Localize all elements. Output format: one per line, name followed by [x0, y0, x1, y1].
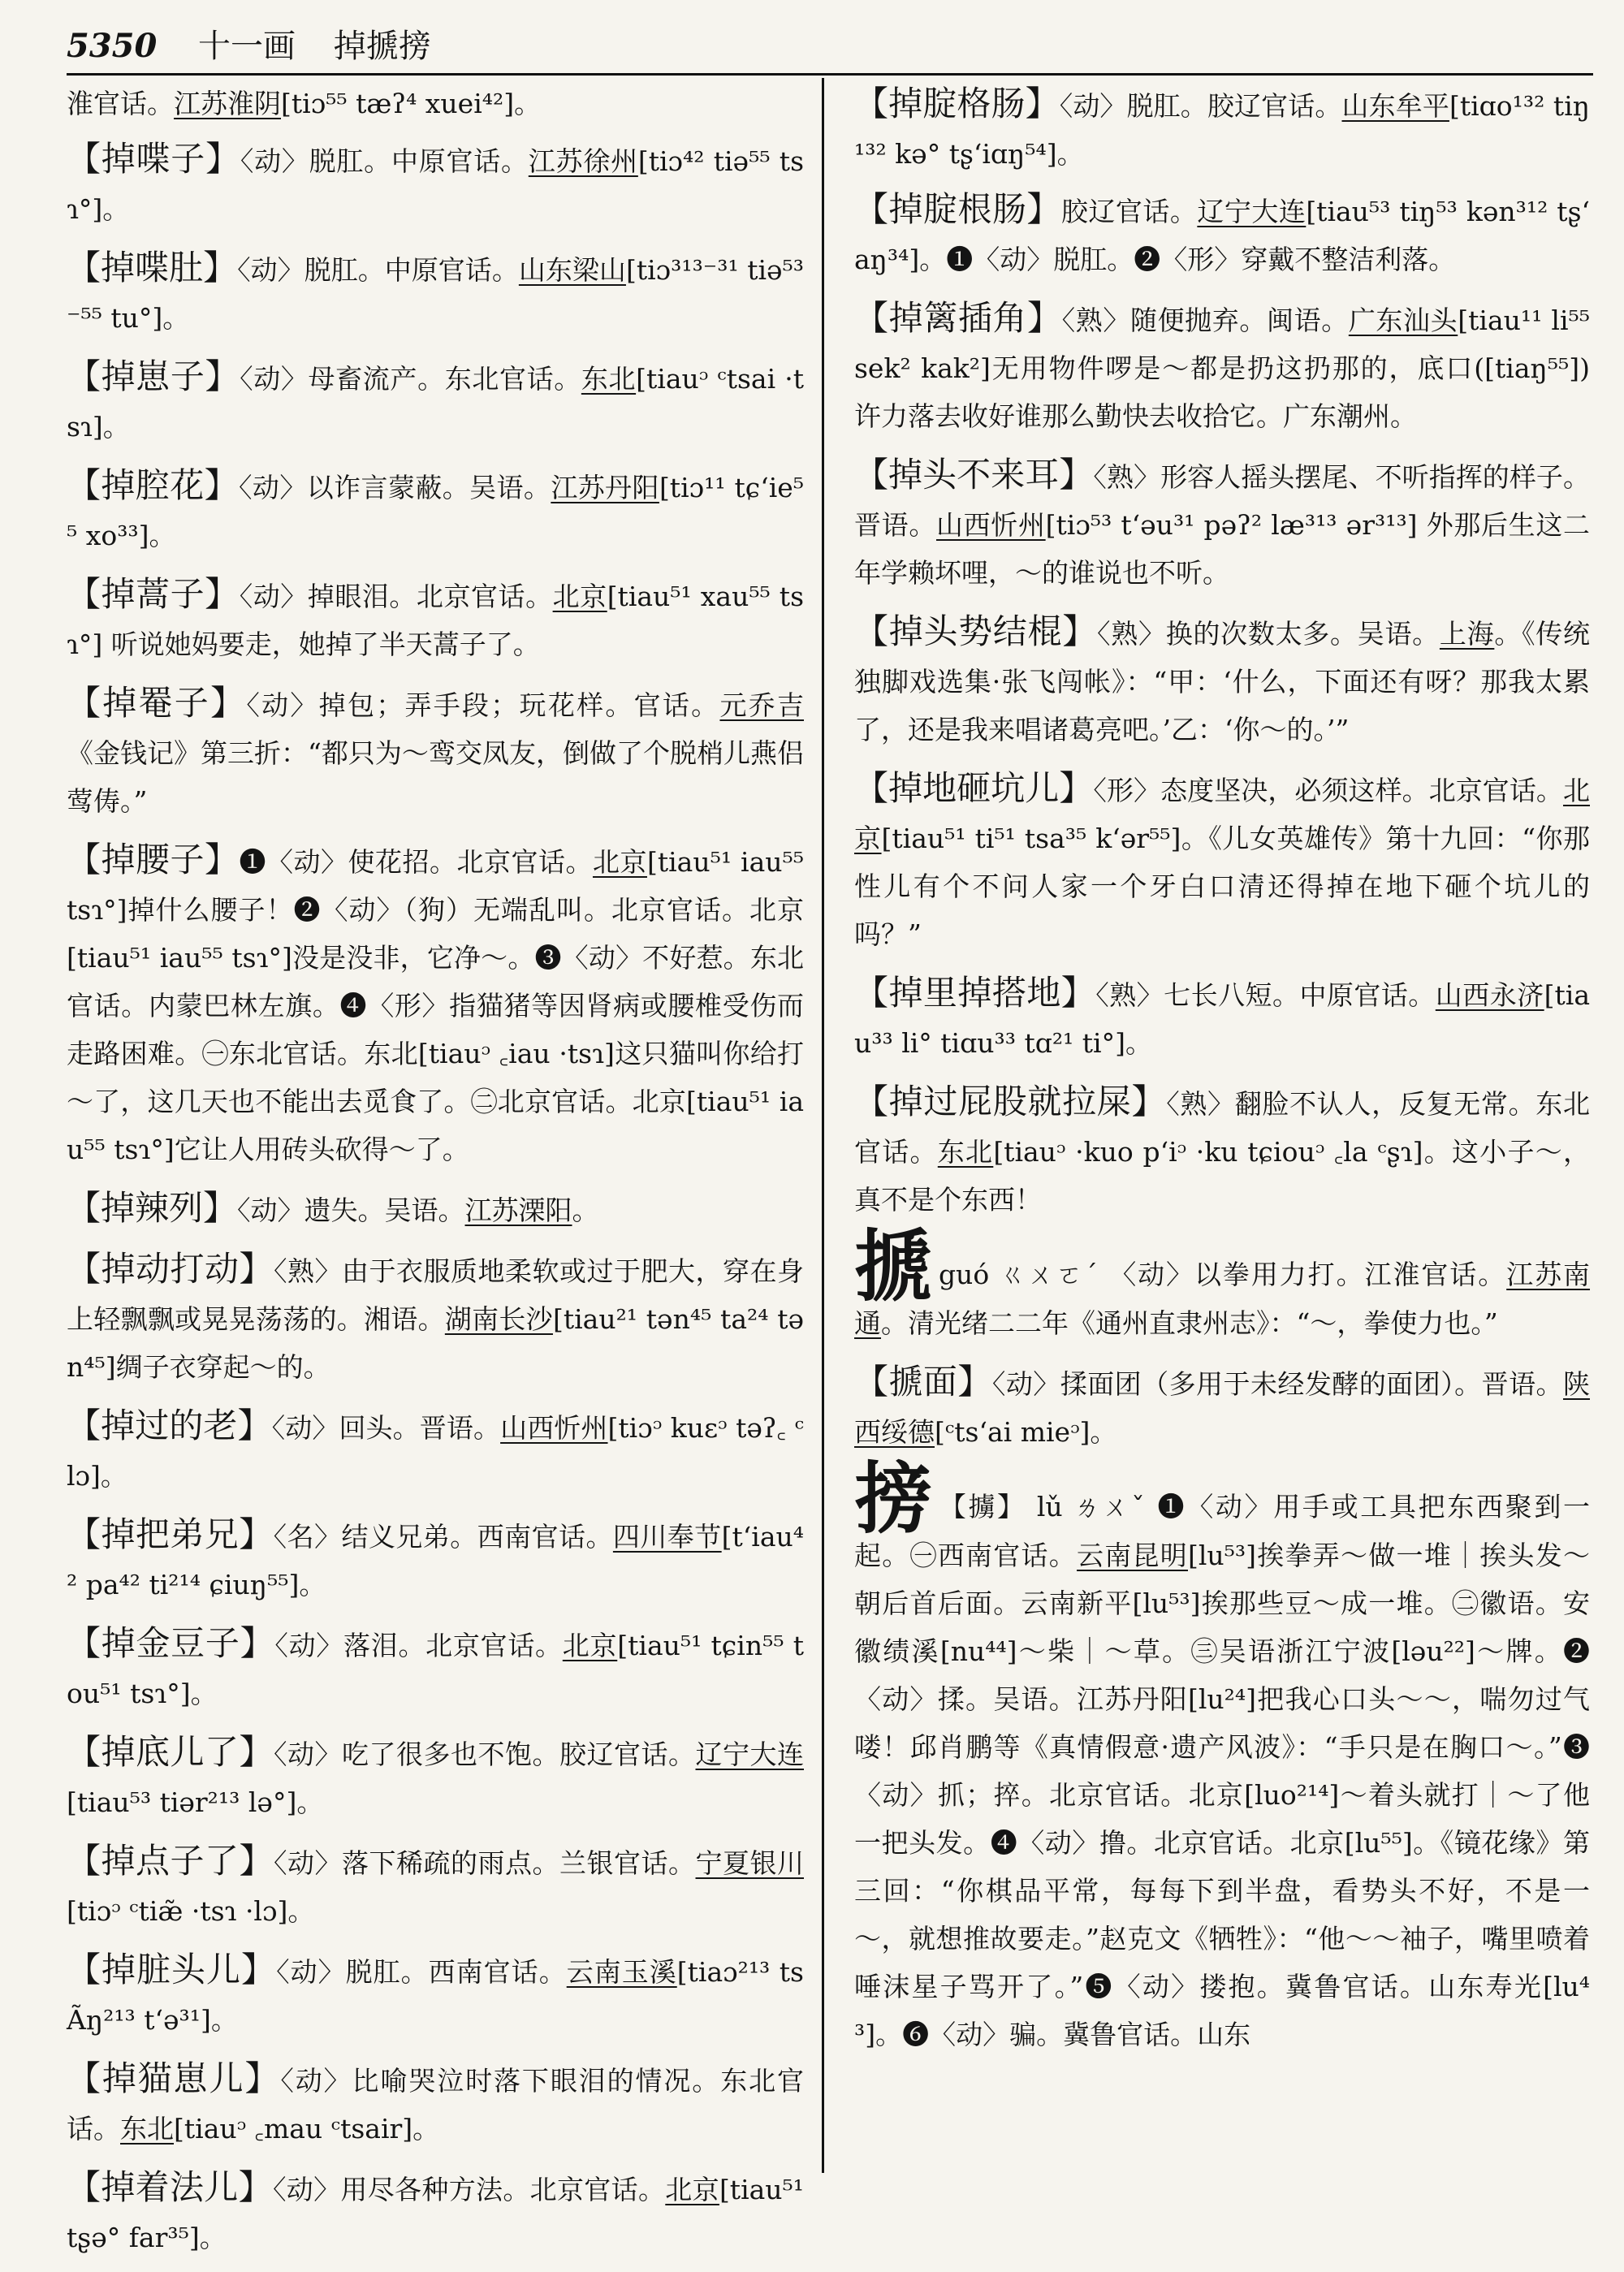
entry-headword: 【掉脏头儿】	[67, 1950, 277, 1989]
entry-headword: 【掉过屁股就拉屎】	[854, 1082, 1167, 1121]
entry-definition: 胶辽官话。	[1060, 196, 1198, 227]
entry-text: [tiɔ⁵³ tʻəu³¹ pəʔ² læ³¹³ ər³¹³] 外那后生这二年学赖坏哩，～的谁说也不听。	[854, 509, 1590, 589]
dictionary-entry	[67, 461, 804, 559]
entry-place: 北京	[552, 581, 607, 612]
entry-place: 广东汕头	[1348, 305, 1458, 336]
dictionary-entry	[67, 836, 804, 1173]
entry-headword: 【掉着法儿】	[67, 2167, 273, 2207]
entry-place: 江苏南通	[854, 1259, 1591, 1339]
entry-definition: 〈动〉脱肛。中原官话。	[237, 254, 519, 286]
entry-place: 江苏溧阳	[464, 1194, 572, 1226]
entry-place: 宁夏银川	[695, 1847, 804, 1879]
section-label: 十一画	[198, 28, 296, 65]
entry-headword: 【掉腰子】	[67, 840, 240, 879]
entry-place: 四川奉节	[612, 1521, 722, 1553]
entry-headword: 【掉崽子】	[67, 356, 240, 396]
entry-definition: 〈形〉态度坚决，必须这样。北京官话。	[1093, 775, 1563, 806]
entry-text: [ᶜtsʻai mieᵓ]。	[935, 1416, 1117, 1448]
entry-definition: 〈熟〉由于衣服质地柔软或过于肥大，穿在身上轻飘飘或晃晃荡荡的。湘语。	[67, 1255, 804, 1335]
entry-headword: 【掉把弟兄】	[67, 1514, 274, 1554]
header-rule	[67, 73, 1593, 76]
entry-place: 北京	[854, 775, 1590, 854]
dictionary-entry	[67, 1619, 804, 1717]
dictionary-entry	[854, 451, 1590, 597]
entry-text: [tiau⁵¹ xau⁵⁵ tsɿ°] 听说她妈要走，她掉了半天蒿子了。	[67, 581, 805, 660]
entry-place: 江苏淮阴	[174, 88, 281, 119]
entry-place: 江苏徐州	[528, 145, 638, 177]
entry-headword: 【掉腚根肠】	[854, 189, 1061, 229]
dictionary-entry	[67, 80, 804, 127]
page-header	[67, 18, 1593, 75]
dictionary-entry	[67, 244, 804, 342]
dictionary-entry	[67, 1402, 804, 1500]
entry-definition: ❶〈动〉使花招。北京官话。	[239, 846, 593, 878]
entry-place: 北京	[592, 846, 647, 878]
entry-text: [tiɔ⁴² tiə⁵⁵ tsɿ°]。	[67, 145, 805, 225]
entry-place: 东北	[120, 2113, 174, 2145]
entry-definition: guó ㄍㄨㄛˊ 〈动〉以拳用力打。江淮官话。	[938, 1259, 1507, 1290]
entry-definition: 〈动〉用尽各种方法。北京官话。	[272, 2174, 666, 2205]
entry-text: [tiau³³ li° tiɑu³³ tɑ²¹ ti°]。	[854, 979, 1591, 1059]
entry-headword: 【掉金豆子】	[67, 1623, 275, 1663]
entry-place: 山东牟平	[1341, 90, 1449, 122]
entry-headword: 【掉辣列】	[67, 1188, 238, 1228]
entry-definition: 〈熟〉形容人摇头摆尾、不听指挥的样子。晋语。	[854, 461, 1590, 541]
entry-place: 北京	[665, 2174, 719, 2205]
entry-headword: 【掉动打动】	[67, 1249, 274, 1289]
entry-place: 上海	[1439, 618, 1495, 650]
entry-definition: 〈动〉脱肛。中原官话。	[240, 145, 529, 177]
dictionary-entry	[67, 1837, 804, 1935]
dictionary-entry	[67, 2163, 804, 2261]
entry-text: 。清光绪二二年《通州直隶州志》：“～，拳使力也。”	[881, 1307, 1498, 1339]
page-number: 5350	[67, 27, 158, 65]
entry-place: 云南玉溪	[566, 1956, 677, 1988]
entry-text: 《金钱记》第三折：“都只为～鸾交凤友，倒做了个脱梢儿燕侣莺俦。”	[67, 737, 804, 817]
entry-headword: 【掉点子了】	[67, 1841, 274, 1881]
entry-definition: 〈动〉掉包；弄手段；玩花样。官话。	[246, 689, 720, 721]
entry-text: [tiau⁵¹ iau⁵⁵ tsɿ°]掉什么腰子！❷〈动〉（狗）无端乱叫。北京官话。北京[tiau⁵¹ iau⁵⁵ tsɿ°]没是没非，它净～。❸〈动〉不好惹。东北官话。内蒙巴林左旗。❹〈形〉指猫猪等因肾病或腰椎受伤而走路困难。㊀东北官话。东北[tiauᵓ ꜀iau ·tsɿ]这只猫叫你给打～了，这几天也不能出去觅食了。㊁北京官话。北京[tiau⁵¹ iau⁵⁵ tsɿ°]它让人用砖头砍得～了。	[67, 846, 804, 1165]
entry-place: 云南昆明	[1077, 1540, 1188, 1571]
dictionary-entry	[854, 1078, 1590, 1224]
entry-place: 北京	[562, 1630, 618, 1661]
entry-text: [tiɔᵓ ᶜtiæ̃ ·tsɿ ·lɔ]。	[67, 1895, 315, 1927]
dictionary-entry	[854, 1220, 1591, 1347]
entry-place: 辽宁大连	[1197, 196, 1307, 227]
entry-text: [tiau⁵³ tiər²¹³ lə°]。	[67, 1786, 324, 1818]
entry-text: [tiau⁵¹ tʂə° far³⁵]。	[67, 2174, 805, 2253]
entry-headword: 【掉喋子】	[67, 139, 240, 179]
dictionary-entry	[67, 570, 804, 668]
entry-headword: 【掉里掉搭地】	[854, 973, 1096, 1013]
entry-definition: 〈动〉比喻哭泣时落下眼泪的情况。东北官话。	[67, 2065, 804, 2145]
entry-text: [tiɔᵓ kuɛᵓ təʔ꜀ ᶜlɔ]。	[67, 1412, 804, 1492]
entry-headword: 【掉头势结棍】	[854, 611, 1098, 651]
entry-definition: 〈熟〉七长八短。中原官话。	[1095, 979, 1436, 1011]
entry-definition: 〈动〉吃了很多也不饱。胶辽官话。	[274, 1739, 696, 1770]
entry-definition: 〈动〉落下稀疏的雨点。兰银官话。	[274, 1847, 696, 1879]
entry-text: [tiaɔ²¹³ tsÃŋ²¹³ tʻə³¹]。	[67, 1956, 804, 2036]
entry-place: 元乔吉	[719, 689, 804, 721]
dictionary-entry	[854, 185, 1590, 283]
entry-headword: 【掉喋肚】	[67, 248, 238, 287]
entry-place: 山西忻州	[500, 1412, 608, 1444]
entry-headword: 【掉篱插角】	[854, 298, 1062, 338]
dictionary-entry	[854, 1358, 1590, 1456]
entry-text: [tʻiau⁴² pa⁴² ti²¹⁴ ɕiuŋ⁵⁵]。	[67, 1521, 804, 1600]
entry-place: 湖南长沙	[444, 1303, 553, 1335]
right-column	[854, 80, 1590, 2069]
header-headwords: 掉搋搒	[333, 28, 431, 65]
entry-headword: 【掉蒿子】	[67, 574, 240, 614]
entry-place: 辽宁大连	[695, 1739, 804, 1770]
entry-headword: 【掉腔花】	[67, 465, 240, 505]
entry-place: 山西永济	[1435, 979, 1544, 1011]
entry-headword: 【掉腚格肠】	[854, 84, 1060, 123]
entry-definition: 〈动〉回头。晋语。	[271, 1412, 501, 1444]
dictionary-entry	[854, 607, 1590, 754]
entry-text: [tiau⁵¹ tɕin⁵⁵ tou⁵¹ tsɿ°]。	[67, 1630, 805, 1709]
entry-text: [tiɔ³¹³⁻³¹ tiə⁵³⁻⁵⁵ tu°]。	[67, 254, 805, 334]
entry-place: 江苏丹阳	[551, 472, 659, 503]
dictionary-entry	[854, 764, 1590, 958]
entry-text: 淮官话。	[67, 88, 174, 119]
dictionary-entry	[67, 1728, 804, 1826]
entry-place: 陕西绥德	[854, 1368, 1590, 1448]
entry-text: [tiauᵓ ·kuo pʻiᵓ ·ku tɕiouᵓ ꜀la ᶜʂɿ]。这小子～，真不是个东西！	[854, 1136, 1591, 1216]
entry-definition: 〈名〉结义兄弟。西南官话。	[273, 1521, 613, 1553]
entry-text: [lu⁵³]挨拳弄～做一堆｜挨头发～朝后首后面。云南新平[lu⁵³]挨那些豆～成一堆。㊁徽语。安徽绩溪[nu⁴⁴]～柴｜～草。㊂吴语浙江宁波[ləu²²]～牌。❷〈动〉揉。吴语。江苏丹阳[lu²⁴]把我心口头～～，喘勿过气喽！邱肖鹏等《真情假意·遗产风波》：“手只是在胸口～。”❸〈动〉抓；捽。北京官话。北京[luo²¹⁴]～着头就打｜～了他一把头发。❹〈动〉撸。北京官话。北京[lu⁵⁵]。《镜花缘》第三回：“你棋品平常，每每下到半盘，看势头不好，不是一～，就想推故要走。”赵克文《牺牲》：“他～～袖子，嘴里喷着唾沫星子骂开了。”❺〈动〉搂抱。冀鲁官话。山东寿光[lu⁴³]。❻〈动〉骗。冀鲁官话。山东	[854, 1540, 1591, 2050]
dictionary-entry	[67, 679, 804, 825]
entry-text: [tiau⁵¹ ti⁵¹ tsa³⁵ kʻər⁵⁵]。《儿女英雄传》第十九回：“你那性儿有个不问人家一个牙白口清还得掉在地下砸个坑儿的吗？”	[854, 823, 1591, 950]
entry-definition: 〈动〉遗失。吴语。	[237, 1194, 465, 1226]
dictionary-entry	[67, 352, 804, 451]
entry-definition: 〈动〉以诈言蒙蔽。吴语。	[239, 472, 551, 503]
entry-definition: 〈熟〉换的次数太多。吴语。	[1097, 618, 1440, 650]
entry-headchar: 搒	[854, 1453, 935, 1544]
entry-definition: 〈动〉脱肛。西南官话。	[276, 1956, 567, 1988]
dictionary-entry	[67, 1946, 804, 2044]
entry-definition: 〈熟〉翻脸不认人，反复无常。东北官话。	[854, 1088, 1590, 1168]
entry-place: 东北	[581, 363, 637, 395]
entry-definition: 〈动〉母畜流产。东北官话。	[240, 363, 581, 395]
entry-headword: 【掉过的老】	[67, 1406, 272, 1445]
entry-text: 。	[572, 1194, 599, 1226]
entry-headword: 【掉头不来耳】	[854, 455, 1094, 495]
entry-text: [tiɔ¹¹ tɕʻie⁵⁵ xo³³]。	[67, 472, 805, 551]
entry-text: [tiauᵓ ꜀mau ᶜtsair]。	[174, 2113, 440, 2145]
entry-definition: 〈动〉掉眼泪。北京官话。	[239, 581, 553, 612]
entry-text: [tiɑo¹³² tiŋ¹³² kə° tʂʻiɑŋ⁵⁴]。	[854, 90, 1590, 170]
entry-text: [tiau²¹ tən⁴⁵ ta²⁴ tən⁴⁵]绸子衣穿起～的。	[67, 1303, 805, 1383]
entry-definition: 〈动〉脱肛。胶辽官话。	[1059, 90, 1342, 122]
entry-definition: 〈动〉揉面团（多用于未经发酵的面团）。晋语。	[991, 1368, 1563, 1400]
entry-place: 山西忻州	[935, 509, 1046, 541]
dictionary-entry	[854, 969, 1590, 1067]
dictionary-entry	[854, 294, 1590, 440]
entry-headword: 【掉猫崽儿】	[67, 2058, 281, 2098]
entry-headword: 【掉罨子】	[67, 683, 247, 723]
entry-headword: 【掉底儿了】	[67, 1732, 274, 1772]
entry-place: 东北	[937, 1136, 994, 1168]
entry-text: [tiau¹¹ li⁵⁵ sek² kak²]无用物件啰是～都是扔这扔那的，底口([tiaŋ⁵⁵]) 许力落去收好谁那么勤快去收拾它。广东潮州。	[854, 305, 1590, 432]
entry-definition: 〈熟〉随便抛弃。闽语。	[1061, 305, 1349, 336]
entry-headword: 【搋面】	[854, 1362, 992, 1402]
entry-definition: 〈动〉落泪。北京官话。	[274, 1630, 563, 1661]
dictionary-entry	[854, 80, 1590, 178]
entry-text: [tiauᵓ ᶜtsai ·tsɿ]。	[67, 363, 805, 443]
entry-headword: 【掉地砸坑儿】	[854, 768, 1094, 808]
entry-text: [tiɔ⁵⁵ tæʔ⁴ xuei⁴²]。	[281, 88, 542, 119]
entry-text: [tiau⁵³ tiŋ⁵³ kən³¹² tʂʻaŋ³⁴]。❶〈动〉脱肛。❷〈形〉穿戴不整洁利落。	[854, 196, 1590, 275]
dictionary-entry	[67, 1510, 804, 1609]
dictionary-entry	[854, 1453, 1591, 2058]
column-divider	[822, 78, 824, 2173]
entry-headchar: 搋	[854, 1220, 934, 1312]
entry-place: 山东梁山	[518, 254, 626, 286]
dictionary-entry	[67, 2054, 804, 2153]
left-column	[67, 80, 804, 2272]
dictionary-entry	[67, 135, 804, 233]
entry-definition: 【擄】 lǔ ㄌㄨˇ ❶〈动〉用手或工具把东西聚到一起。㊀西南官话。	[854, 1491, 1591, 1571]
entry-text: 。《传统独脚戏选集·张飞闯帐》：“甲：‘什么，下面还有呀？那我太累了，还是我来唱诸葛亮吧。’乙：‘你～的。’”	[854, 618, 1591, 745]
dictionary-entry	[67, 1184, 804, 1234]
dictionary-entry	[67, 1245, 804, 1391]
